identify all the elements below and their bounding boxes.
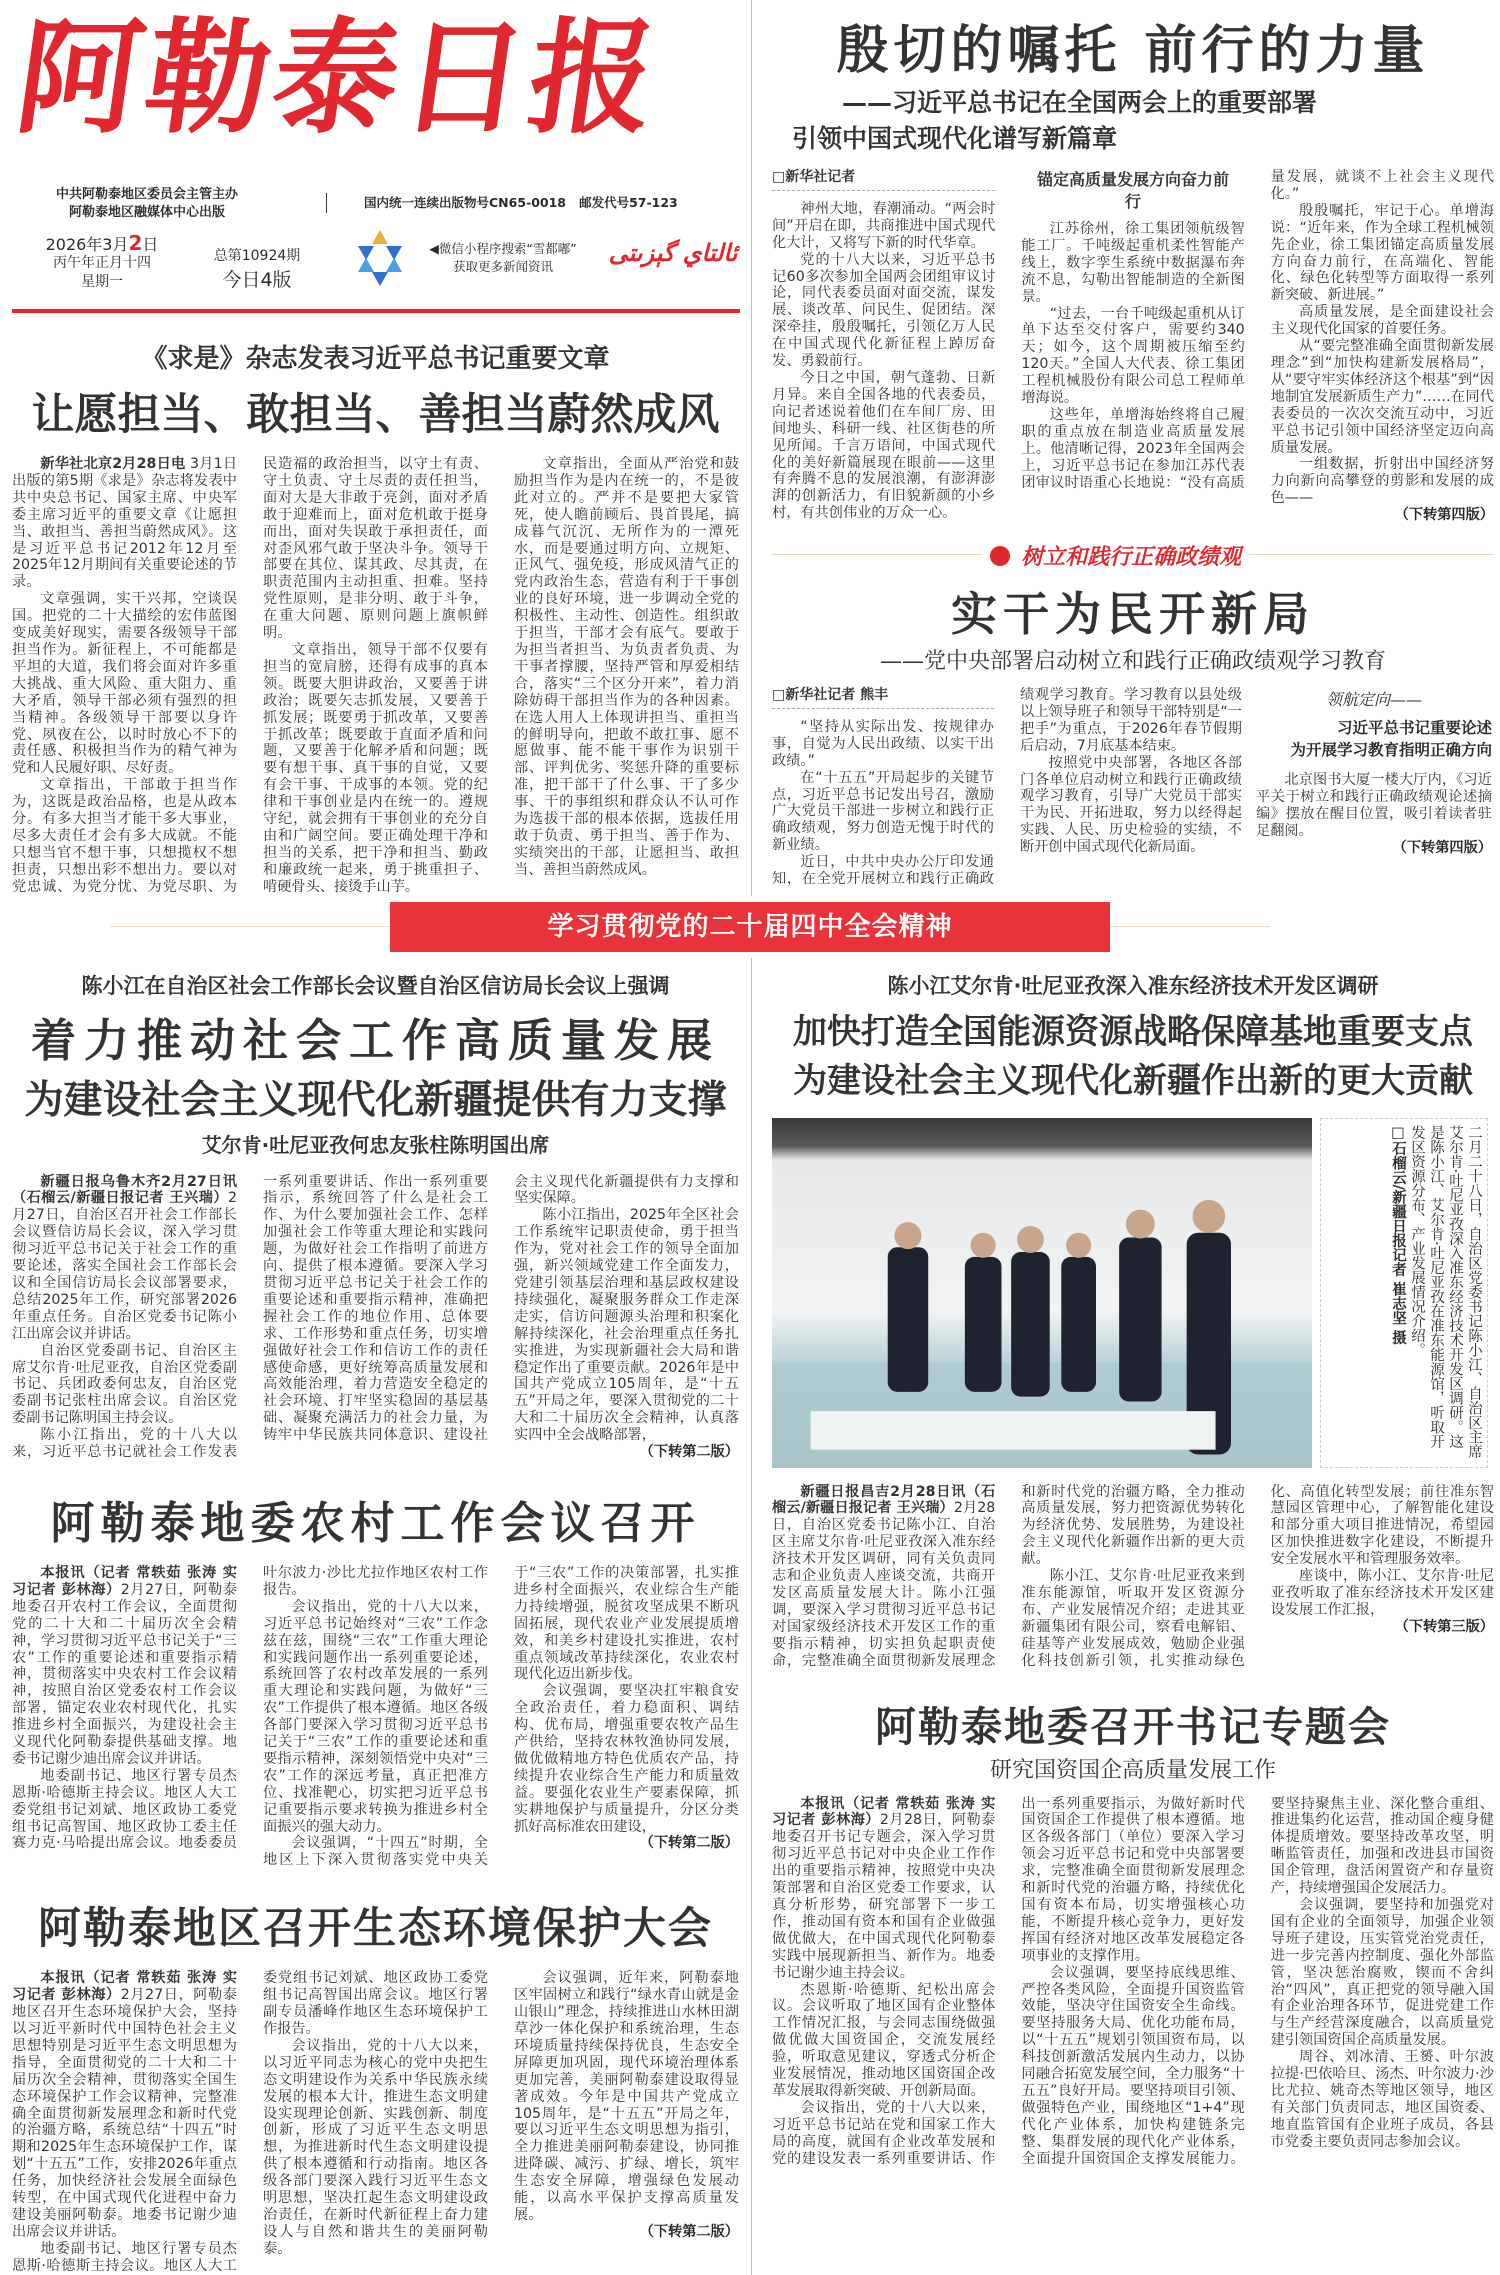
dateline: 新疆日报乌鲁木齐2月27日讯（石榴云/新疆日报记者 王兴瑞） <box>12 1173 237 1207</box>
article-paragraphs-2 <box>1021 169 1494 524</box>
dateline: 新疆日报昌吉2月28日讯（石榴云/新疆日报记者 王兴瑞） <box>772 1483 996 1517</box>
section-label-bar <box>772 540 1494 570</box>
dateline: 本报讯（记者 常轶茹 张涛 实习记者 彭林海） <box>12 1564 237 1598</box>
paragraph: 陈小江、艾尔肯·吐尼亚孜来到准东能源馆，听取开发区资源分布、产业发展情况介绍；走进其亚新疆集团有限公司，察看电解铝、硅基等产业发展成效，勉励企业强化科技创新引领，扎实推动绿色化、高值化转型发展；前往准东智慧园区管理中心，了解智能化建设和部分重大项目推进情况，希望园区加快推进数字化建设，不断提升安全发展水平和管理服务效率。 <box>1021 1483 1494 1669</box>
top-row <box>0 0 1500 896</box>
paragraph: 按照党中央部署，各地区各部门各单位启动树立和践行正确政绩观学习教育，引导广大党员干部实干为民、开拓进取，努力以经得起实践、人民、历史检验的实绩，不断开创中国式现代化新局面。 <box>1020 754 1242 856</box>
dateline: 本报讯（记者 常轶茹 张涛 实习记者 彭林海） <box>772 1795 996 1829</box>
paragraph: 座谈中，陈小江、艾尔肯·吐尼亚孜听取了准东经济技术开发区建设发展工作汇报， <box>1270 1568 1494 1618</box>
soe-title: 阿勒泰地委召开书记专题会 <box>875 1702 1391 1751</box>
postal-code: 邮发代号57-123 <box>579 195 678 210</box>
paragraph: 这些年，单增海始终将自己履职的重点放在制造业高质量发展上。他清晰记得，2023年全国两会上，习近平总书记在参加江苏代表团审议时语重心长地说：“没有高质量发展，就谈不上社会主义现代化。” <box>1021 169 1494 491</box>
zhundong-article <box>772 1484 1494 1670</box>
weekday: 星期一 <box>81 274 123 290</box>
side-title1: 习近平总书记重要论述 <box>1336 719 1492 738</box>
uyghur-logo: ئالتاي گېزىتى <box>608 238 738 267</box>
continued-note: （下转第四版） <box>1394 507 1494 524</box>
paragraph: 会议强调，要坚持和加强党对国有企业的全面领导，加强企业领导班子建设，压实管党治党责任，进一步完善内控制度、强化外部监管，坚决惩治腐败，锲而不舍纠治“四风”，真正把党的领导融入国有企业治理各环节，促进党建工作与生产经营深度融合，以高质量党建引领国资国企高质量发展。 <box>1270 1896 1494 2049</box>
section-label-text: 树立和践行正确政绩观 <box>1021 545 1242 571</box>
banner-row <box>0 896 1500 958</box>
paragraph: 会议指出，党的十八大以来，习近平总书记站在党和国家工作大局的高度，就国有企业改革发展和党的建设发表一系列重要讲话、作出一系列重要指示，为做好新时代国资国企工作提供了根本遵循。地区各级各部门（单位）要深入学习领会习近平总书记和党中央部署要求，完整准确全面贯彻新发展理念和新时代党的治疆方略，持续优化国有资本布局，切实增强核心功能，不断提升核心竞争力，更好发挥国有经济对地区改革发展稳定各项事业的支撑作用。 <box>772 1795 1245 2167</box>
date-block <box>32 231 172 292</box>
paragraph: 会议指出，党的十八大以来，习近平总书记始终对“三农”工作念兹在兹，围绕“三农”工作重大理论和实践问题作出一系列重要论述，系统回答了农村改革发展的一系列重大理论和实践问题，为做好“三农”工作提供了根本遵循。地区各级各部门要深入学习贯彻习近平总书记关于“三农”工作的重要论述和重要指示精神，深刻领悟党中央对“三农”工作的深远考量，真正把准方位、找准靶心，切实把习近平总书记重要指示要求转换为推进乡村全面振兴的强大动力。 <box>263 1598 488 1835</box>
news-photo <box>772 1118 1312 1468</box>
section-subhead: 锚定高质量发展方向奋力前行 <box>1036 170 1229 211</box>
paragraph: 陈小江指出，2025年全区社会工作系统牢记职责使命，勇于担当作为，党对社会工作的领导全面加强，新兴领域党建工作全面发力，党建引领基层治理和基层政权建设持续强化，凝聚服务群众工作走深走实，信访问题源头治理和积案化解持续深化，社会治理重点任务扎实推进，为实现新疆社会大局和谐稳定作出了重要贡献。2026年是中国共产党成立105周年，是“十五五”开局之年，要深入贯彻党的二十大和二十届历次全会精神，认真落实四中全会战略部署， <box>514 1207 739 1444</box>
zhundong-title1: 加快打造全国能源资源战略保障基地重要支点 <box>793 1011 1473 1052</box>
photo-figures <box>772 1118 1312 1468</box>
social-attendees: 艾尔肯·吐尼亚孜何忠友张柱陈明国出席 <box>201 1132 550 1157</box>
first-paragraph: 2月27日，自治区召开社会工作部长会议暨信访局长会议，深入学习贯彻习近平总书记关于社会工作的重要论述，落实全国社会工作部长会议和全国信访局长会议部署要求，总结2025年工作，研究部署2026年重点任务。自治区党委书记陈小江出席会议并讲话。 <box>12 1190 237 1342</box>
rural-article <box>12 1565 739 1869</box>
lunar-date: 丙午年正月十四 <box>53 255 151 271</box>
left-column-bottom <box>0 958 752 2275</box>
pages-today: 今日4版 <box>222 269 292 291</box>
first-paragraph: 2月28日，自治区党委书记陈小江、自治区主席艾尔肯·吐尼亚孜深入准东经济技术开发区调研，同有关负责同志和企业负责人座谈交流，共商开发区高质量发展大计。陈小江强调，要深入学习贯彻习近平总书记对国家级经济技术开发区工作的重要指示精神，切实担负起职责使命，完整准确全面贯彻新发展理念和新时代党的治疆方略，全力推动高质量发展，努力把资源优势转化为经济优势、发展胜势，为建设社会主义现代化新疆作出新的更大贡献。 <box>772 1483 1245 1669</box>
lead-subtitle2: 引领中国式现代化谱写新篇章 <box>792 124 1118 153</box>
byline: □新华社记者 <box>772 169 995 191</box>
paragraph: 殷殷嘱托，牢记于心。单增海说：“近年来，作为全球工程机械领先企业，徐工集团锚定高质量发展方向奋力前行，在高端化、智能化、绿色化转型等方面取得一系列新突破、新进展。” <box>1270 202 1494 304</box>
paragraph: 从“要完整准确全面贯彻新发展理念”到“加快构建新发展格局”，从“要守牢实体经济这个根基”到“因地制宜发展新质生产力”……在同代表委员的一次次交流互动中，习近平总书记引领中国经济坚定迈向高质量发展。 <box>1270 338 1494 456</box>
date <box>32 231 172 255</box>
zhengji-subtitle: ——党中央部署启动树立和践行正确政绩观学习教育 <box>879 649 1386 675</box>
paragraph: 会议强调，要坚决扛牢粮食安全政治责任，着力稳面积、调结构、优布局，增强重要农牧产品生产供给，坚持农林牧渔协同发展，做优做精地方特色优质农产品，持续提升农业综合生产能力和质量效益。要强化农业生产要素保障，抓实耕地保护与质量提升，分区分类抓好高标准农田建设， <box>514 1683 739 1835</box>
app-star-logo-icon <box>350 228 410 288</box>
continued-note: （下转第二版） <box>639 2223 739 2240</box>
publisher-info <box>32 186 262 222</box>
paragraph: 会议强调，要坚持底线思维、严控各类风险，全面提升国资监管效能，坚决守住国资安全生命线。要坚持服务大局、优化功能布局，以“十五五”规划引领国资布局，以科技创新激活发展内生动力，以协同融合拓宽发展空间，全力服务“十五五”良好开局。要坚持项目引领、做强特色产业，围绕地区“1+4”现代化产业体系，加快构建链条完整、集群发展的现代化产业体系，全面提升国资国企支撑发展能力。要坚持聚焦主业、深化整合重组、推进集约化运营，推动国企瘦身健体提质增效。要坚持改革攻坚，明晰监管责任，加强和改进县市国资国企管理，盘活闲置资产和存量资产，持续增强国企发展活力。 <box>1021 1795 1494 2167</box>
date-month: 2026年3月 <box>45 235 129 254</box>
social-title1: 着力推动社会工作高质量发展 <box>30 1013 720 1067</box>
zhengji-article <box>772 687 1242 888</box>
paragraph: 周谷、刘冰清、王赟、叶尔波拉提·巴依哈旦、汤杰、叶尔波力·沙比尤拉、姚奇杰等地区领导，地区有关部门负责同志，地区国资委、地直监管国有企业班子成员，各县市党委主要负责同志参加会议。 <box>1270 2049 1494 2150</box>
masthead-rule <box>12 309 740 313</box>
paragraph: 会议强调，近年来，阿勒泰地区牢固树立和践行“绿水青山就是金山银山”理念，持续推进山水林田湖草沙一体化保护和系统治理，生态环境质量持续保持优良，生态安全屏障更加巩固，现代环境治理体系更加完善，美丽阿勒泰建设取得显著成效。今年是中国共产党成立105周年，是“十五五”开局之年，要以习近平生态文明思想为指引，全力推进美丽阿勒泰建设，协同推进降碳、减污、扩绿、增长，筑牢生态安全屏障，增强绿色发展动能，以高水平保护支撑高质量发展。 <box>514 1970 739 2223</box>
paragraph: 地委副书记、地区行署专员杰恩斯·哈德斯主持会议。地区人大工委党组书记刘斌、地区政协工委党组书记高智国出席会议。地区行署副专员潘峰作地区生态环境保护工作报告。 <box>12 1970 488 2274</box>
continued-note: （下转第三版） <box>1394 1618 1494 1635</box>
paragraph: 高质量发展，是全面建设社会主义现代化国家的首要任务。 <box>1270 304 1494 338</box>
red-dot-icon <box>990 546 1010 566</box>
paragraph: 今日之中国，朝气蓬勃、日新月异。来自全国各地的代表委员，向记者述说着他们在车间厂房、田间地头、科研一线、社区街巷的所见所闻。千言万语间，中国式现代化的美好新篇展现在眼前——这里有奔腾不息的发展浪潮，有澎湃澎湃的创新活力，有旧貌新颜的小乡村，有共创伟业的万众一心。 <box>772 369 996 522</box>
issue-number: 总第10924期 <box>213 248 301 264</box>
publisher-line2: 阿勒泰地区融媒体中心出版 <box>68 205 225 220</box>
social-article <box>12 1174 739 1461</box>
soe-article <box>772 1796 1494 2168</box>
paragraph: 一组数据，折射出中国经济努力向新向高攀登的剪影和发展的成色—— <box>1270 456 1494 507</box>
publisher-line1: 中共阿勒泰地区委员会主管主办 <box>55 187 238 202</box>
continued-note: （下转第二版） <box>639 1444 739 1461</box>
zhengji-sidebar <box>1256 687 1492 888</box>
first-paragraph: 2月28日，阿勒泰地委召开书记专题会，深入学习贯彻习近平总书记对中央企业工作作出的重要指示精神，按照党中央决策部署和自治区党委工作要求，认真分析形势，研究部署下一步工作，推动国有资本和国有企业做强做优做大，在中国式现代化阿勒泰实践中展现新担当、新作为。地委书记谢少迪主持会议。 <box>772 1812 996 1981</box>
paragraph: 陈小江指出，党的十八大以来，习近平总书记就社会工作发表一系列重要讲话、作出一系列重要指示，系统回答了什么是社会工作、为什么要加强社会工作、怎样加强社会工作等重大理论和实践问题，为做好社会工作指明了前进方向、提供了根本遵循。要深入学习贯彻习近平总书记关于社会工作的重要论述和重要指示精神，准确把握社会工作的地位作用、总体要求、工作形势和重点任务，切实增强做好社会工作和信访工作的责任感使命感，更好统筹高质量发展和高效能治理，着力营造安全稳定的社会环境、打牢坚实稳固的基层基础、凝聚充满活力的社会力量，为铸牢中华民族共同体意识、建设社会主义现代化新疆提供有力支撑和坚实保障。 <box>12 1173 739 1461</box>
masthead <box>7 0 739 320</box>
wechat-promo <box>418 240 588 276</box>
dateline: 新华社北京2月28日电 <box>40 456 186 472</box>
lead-article <box>772 169 1494 524</box>
qiushi-article <box>12 456 739 896</box>
byline: □新华社记者 熊丰 <box>772 687 994 709</box>
lead-title: 殷切的嘱托 前行的力量 <box>836 21 1430 81</box>
zhengji-body-row <box>772 687 1494 888</box>
photo-credit: □石榴云/新疆日报记者 崔志坚 摄 <box>1390 1124 1406 1345</box>
caption-text: 二月二十八日，自治区党委书记陈小江、自治区主席艾尔肯·吐尼亚孜深入准东经济技术开发区调研。这是陈小江、艾尔肯·吐尼亚孜在准东能源馆，听取开发区资源分布、产业发展情况介绍。 <box>1409 1124 1482 1459</box>
side-paragraph: 北京图书大厦一楼大厅内，《习近平关于树立和践行正确政绩观论述摘编》摆放在醒目位置，吸引着读者驻足翻阅。 <box>1256 772 1492 839</box>
paragraph: 文章指出，领导干部不仅要有担当的宽肩膀，还得有成事的真本领。既要大胆讲政治，又要善于讲政治；既要矢志抓发展，又要善于抓发展；既要勇于抓改革，又要善于抓改革；既要敢于直面矛盾和问题，又要善于化解矛盾和问题；既要有想干事、真干事的自觉，又要有会干事、干成事的本领。党的纪律和干事创业是内在统一的。遵规守纪，就会拥有干事创业的充分自由和广阔空间。要正确处理干净和担当的关系，把干净和担当、勤政和廉政统一起来，勇于挑重担子、啃硬骨头、接烫手山芋。 <box>263 641 488 895</box>
paragraph: 杰恩斯·哈德斯、纪松出席会议。会议听取了地区国有企业整体工作情况汇报，与会同志围绕做强做优做大国资国企，交流发展经验，听取意见建议，穿透式分析企业发展情况，推动地区国资国企改革发展取得新突破、开创新局面。 <box>772 1981 996 2099</box>
photo-caption <box>1320 1118 1488 1468</box>
qiushi-title: 让愿担当、敢担当、善担当蔚然成风 <box>31 390 720 440</box>
paragraph: 文章指出，干部敢于担当作为，这既是政治品格，也是从政本分。有多大担当才能干多大事业，尽多大责任才会有多大成就。不能只想当官不想干事，只想揽权不想担责，只想出彩不想出力。要以对党忠诚、为党分忧、为党尽职、为民造福的政治担当，以守土有责、守土负责、守土尽责的责任担当，面对大是大非敢于亮剑，面对矛盾敢于迎难而上，面对危机敢于挺身而出，面对失误敢于承担责任，面对歪风邪气敢于坚决斗争。领导干部要在其位、谋其政、尽其责，在职责范围内主动担重、担难。坚持党性原则，是非分明、敢于斗争，在重大问题、原则问题上旗帜鲜明。 <box>12 456 488 895</box>
wechat-line1: ◀微信小程序搜索“雪都嘟” <box>429 241 577 256</box>
dateline: 本报讯（记者 常轶茹 张涛 实习记者 彭林海） <box>12 1970 237 2004</box>
right-column-top <box>752 0 1500 896</box>
ecology-article <box>12 1970 739 2274</box>
article-paragraphs <box>772 201 995 522</box>
paragraph: “坚持从实际出发、按规律办事，自觉为人民出政绩、以实干出政绩。” <box>772 718 994 769</box>
lead-subtitle: ——习近平总书记在全国两会上的重要部署 <box>842 88 1318 117</box>
paragraph: 在“十五五”开局起步的关键节点，习近平总书记发出号召，激励广大党员干部进一步树立和践行正确政绩观，努力创造无愧于时代的新业绩。 <box>772 769 994 854</box>
publication-codes <box>364 193 678 211</box>
article-paragraphs <box>772 687 1242 888</box>
section-banner: 学习贯彻党的二十届四中全会精神 <box>390 902 1110 952</box>
issue-block <box>202 245 312 292</box>
paragraph: 党的十八大以来，习近平总书记60多次参加全国两会团组审议讨论，同代表委员面对面交流，谋发展、谈改革、问民生、促团结。深深牵挂，殷殷嘱托，引领亿万人民在中国式现代化新征程上踔厉奋发、勇毅前行。 <box>772 251 996 370</box>
side-kicker: 领航定向—— <box>1325 690 1422 710</box>
social-title2: 为建设社会主义现代化新疆提供有力支撑 <box>24 1076 727 1123</box>
paragraph: “过去，一台千吨级起重机从订单下达至交付客户，需要约340天；如今，这个周期被压缩至约120天。”全国人大代表、徐工集团工程机械股份有限公司总工程师单增海说。 <box>1021 305 1245 407</box>
paragraph: 地委副书记、地区行署专员杰恩斯·哈德斯主持会议。地区人大工委党组书记刘斌、地区政协工委党组书记高智国、地区政协工委主任赛力克·马哈提出席会议。地委委员叶尔波力·沙比尤拉作地区农村工作报告。 <box>12 1564 488 1852</box>
ecology-title: 阿勒泰地区召开生态环境保护大会 <box>38 1904 713 1955</box>
first-paragraph: 2月27日，阿勒泰地委召开农村工作会议，全面贯彻党的二十大和二十届历次全会精神，学习贯彻习近平总书记关于“三农”工作的重要论述和重要指示精神，贯彻落实中央农村工作会议精神，按照自治区党委农村工作会议部署，锚定农业农村现代化，扎实推进乡村全面振兴，为建设社会主义现代化阿勒泰提供基础支撑。地委书记谢少迪出席会议并讲话。 <box>12 1581 237 1767</box>
first-paragraph: 2月27日，阿勒泰地区召开生态环境保护大会，坚持以习近平新时代中国特色社会主义思想特别是习近平生态文明思想为指导，全面贯彻党的二十大和二十届历次全会精神，贯彻落实全国生态环境保护工作会议精神，完整准确全面贯彻新发展理念和新时代党的治疆方略，系统总结“十四五”时期和2025年生态环境保护工作，谋划“十五五”工作，安排2026年重点任务，加快经济社会发展全面绿色转型，在中国式现代化进程中奋力建设美丽阿勒泰。地委书记谢少迪出席会议并讲话。 <box>12 1987 237 2240</box>
section-label <box>982 540 1249 571</box>
social-kicker: 陈小江在自治区社会工作部长会议暨自治区信访局长会议上强调 <box>81 973 670 998</box>
paragraph: 文章指出，全面从严治党和鼓励担当作为是内在统一的，不是彼此对立的。严并不是要把大家管死，使人瞻前顾后、畏首畏尾，搞成暮气沉沉、无所作为的一潭死水，而是要通过明方向、立规矩、正风气、强免疫，形成风清气正的党内政治生态，营造有利于干事创业的良好环境，进一步调动全党的积极性、主动性、创造性。组织敢于担当，干部才会有底气。要敢于为担当者担当、为负责者负责、为干事者撑腰，坚持严管和厚爱相结合，落实“三个区分开来”，着力消除妨碍干部担当作为的各种因素。在选人用人上体现讲担当、重担当的鲜明导向，把敢不敢扛事、愿不愿做事、能不能干事作为识别干部、评判优劣、奖惩升降的重要标准，把干部干了什么事、干了多少事、干的事组织和群众认不认可作为选拔干部的根本依据，选拔任用敢于负责、勇于担当、善于作为、实绩突出的干部，让愿担当、敢担当、善担当蔚然成风。 <box>514 456 739 878</box>
paragraph: 神州大地，春潮涌动。“两会时间”开启在即，共商推进中国式现代化大计，又将写下新的时代华章。 <box>772 200 996 251</box>
side-title2: 为开展学习教育指明正确方向 <box>1290 741 1492 760</box>
zhundong-kicker: 陈小江艾尔肯·吐尼亚孜深入准东经济技术开发区调研 <box>887 973 1379 998</box>
paragraph: 自治区党委副书记、自治区主席艾尔肯·吐尼亚孜，自治区党委副书记、兵团政委何忠友，自治区党委副书记张柱出席会议。自治区党委副书记陈明国主持会议。 <box>12 1342 237 1427</box>
date-suffix: 日 <box>142 235 159 254</box>
date-day: 2 <box>128 231 143 255</box>
photo-row <box>772 1118 1494 1468</box>
zhengji-title: 实干为民开新局 <box>951 587 1315 642</box>
continued-note: （下转第四版） <box>1392 839 1492 856</box>
paragraph: 江苏徐州，徐工集团领航级智能工厂。千吨级起重机柔性智能产线上，数字孪生系统中数据瀑布奔流不息，勾勒出智能制造的全新图景。 <box>1021 221 1245 305</box>
header-divider <box>326 193 327 213</box>
right-column-bottom <box>752 958 1500 2275</box>
paragraph: 会议强调，“十四五”时期，全地区上下深入贯彻落实党中央关于“三农”工作的决策部署，扎实推进乡村全面振兴，农业综合生产能力持续增强，脱贫攻坚成果不断巩固拓展，现代农业产业发展提质增效，和美乡村建设扎实推进，农村重点领域改革持续深化，农业农村现代化迈出新步伐。 <box>263 1564 739 1869</box>
left-column-top <box>0 0 752 896</box>
wechat-line2: 获取更多新闻资讯 <box>452 259 553 274</box>
continued-note: （下转第二版） <box>639 1835 739 1852</box>
paragraph: 会议指出，党的十八大以来，以习近平同志为核心的党中央把生态文明建设作为关系中华民族永续发展的根本大计，推进生态文明建设实现理论创新、实践创新、制度创新，形成了习近平生态文明思想，为推进新时代生态文明建设提供了根本遵循和行动指南。地区各级各部门要深入践行习近平生态文明思想，坚决扛起生态文明建设政治责任，在新时代新征程上奋力建设人与自然和谐共生的美丽阿勒泰。 <box>263 2037 488 2257</box>
first-paragraph: 3月1日出版的第5期《求是》杂志将发表中共中央总书记、国家主席、中央军委主席习近平的重要文章《让愿担当、敢担当、善担当蔚然成风》。这是习近平总书记2012年12月至2025年12月期间有关重要论述的节录。 <box>12 456 238 591</box>
issn-code: 国内统一连续出版物号CN65-0018 <box>364 195 567 210</box>
rural-title: 阿勒泰地委农村工作会议召开 <box>50 1497 701 1549</box>
newspaper-logo: 阿勒泰日报 <box>7 6 669 151</box>
paragraph: 文章强调，实干兴邦，空谈误国。把党的二十大描绘的宏伟蓝图变成美好现实，需要各级领导干部担当作为。新征程上，不可能都是平坦的大道，我们将会面对许多重大挑战、重大风险、重大阻力、重大矛盾，领导干部必须有强烈的担当精神。各级领导干部要以身许党、夙夜在公，以时时放心不下的责任感、积极担当作为的精气神为党和人民履好职、尽好责。 <box>12 591 237 777</box>
bottom-row <box>0 958 1500 2275</box>
zhundong-title2: 为建设社会主义现代化新疆作出新的更大贡献 <box>793 1060 1473 1101</box>
paragraph: 近日，中共中央办公厅印发通知，在全党开展树立和践行正确政绩观学习教育。学习教育以县处级以上领导班子和领导干部特别是“一把手”为重点，于2026年春节假期后启动，7月底基本结束。 <box>772 687 1242 888</box>
qiushi-kicker: 《求是》杂志发表习近平总书记重要文章 <box>141 344 610 374</box>
soe-subtitle: 研究国资国企高质量发展工作 <box>989 1757 1276 1783</box>
